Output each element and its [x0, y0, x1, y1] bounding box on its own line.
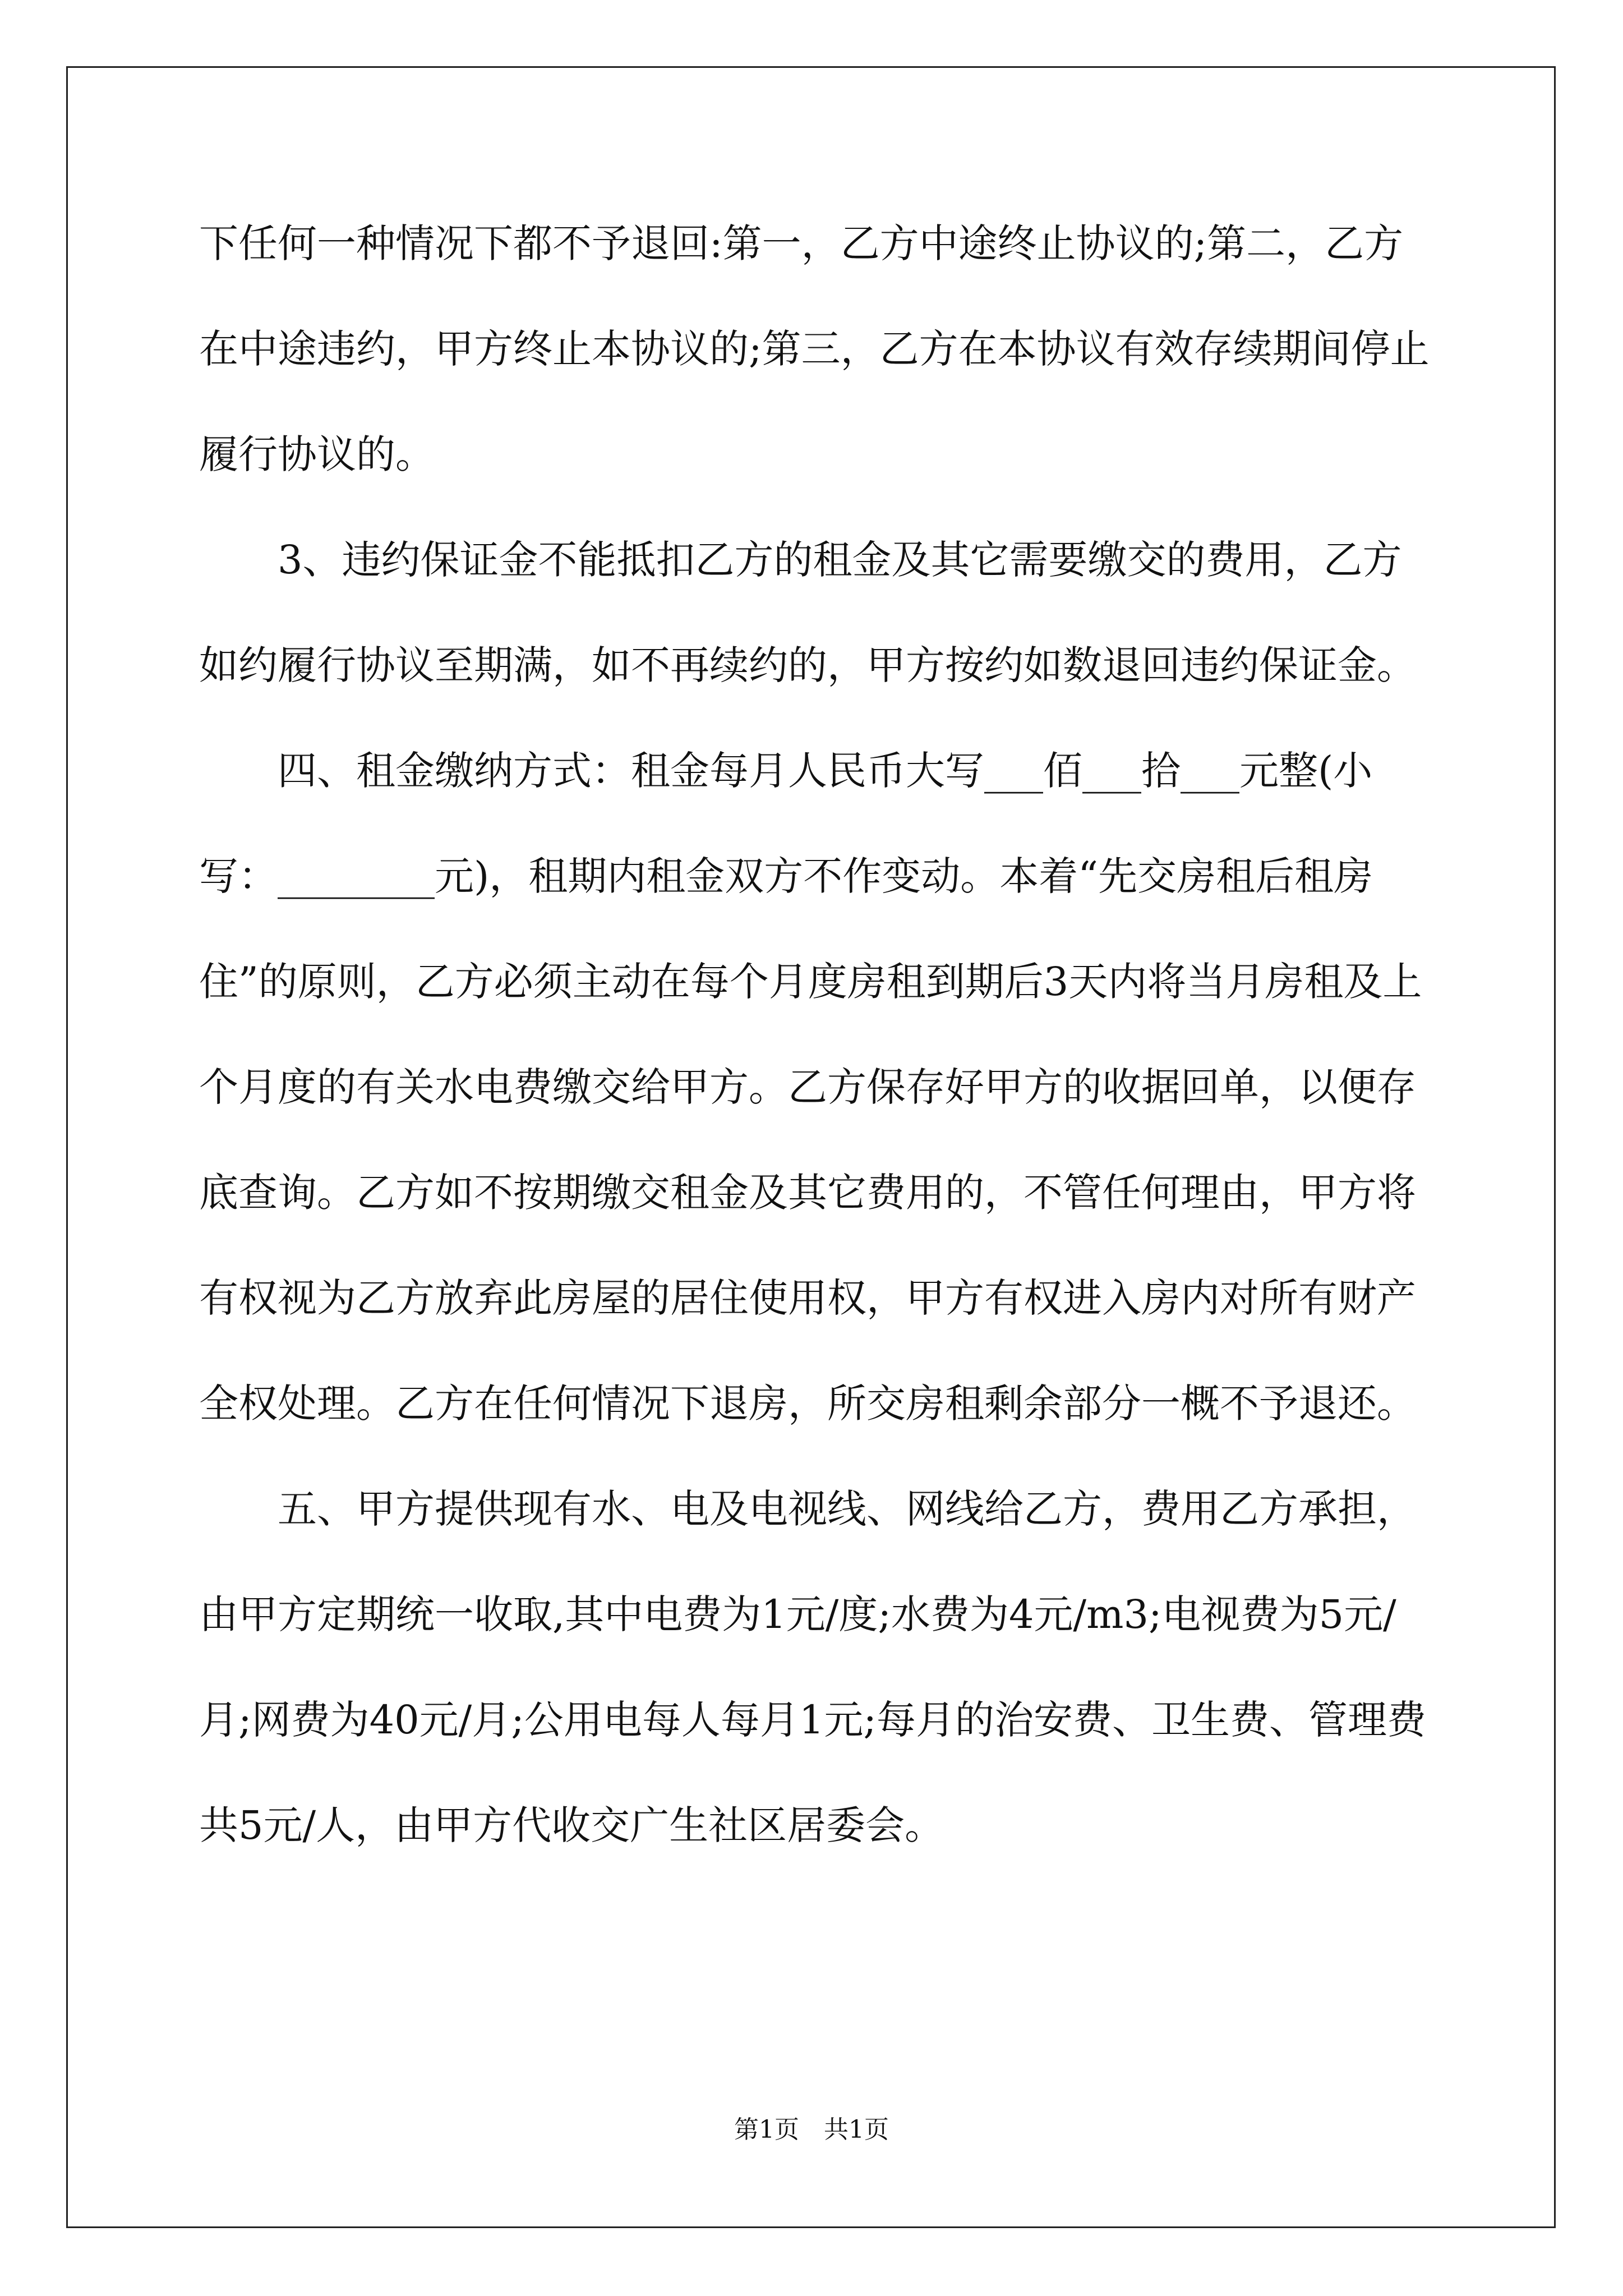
page-footer: 第1页 共1页 [734, 2115, 889, 2144]
paragraph-1: 下任何一种情况下都不予退回:第一，乙方中途终止协议的;第二，乙方在中途违约，甲方终止本协议的;第三，乙方在本协议有效存续期间停止履行协议的。 [199, 220, 1430, 477]
paragraph-2: 3、违约保证金不能抵扣乙方的租金及其它需要缴交的费用，乙方如约履行协议至期满，如不再续约的，甲方按约如数退回违约保证金。 [199, 537, 1416, 688]
paragraph-4: 五、甲方提供现有水、电及电视线、网线给乙方，费用乙方承担，由甲方定期统一收取,其中电费为1元/度;水费为4元/m3;电视费为5元/月;网费为40元/月;公用电每人每月1元;每月的治安费、卫生费、管理费共5元/人，由甲方代收交广生社区居委会。 [199, 1486, 1426, 1848]
document-body [199, 191, 1433, 1878]
paragraph-3: 四、租金缴纳方式：租金每月人民币大写___佰___拾___元整(小写：________元)，租期内租金双方不作变动。本着“先交房租后租房住”的原则，乙方必须主动在每个月度房租到期后3天内将当月房租及上个月度的有关水电费缴交给甲方。乙方保存好甲方的收据回单，以便存底查询。乙方如不按期缴交租金及其它费用的，不管任何理由，甲方将有权视为乙方放弃此房屋的居住使用权，甲方有权进入房内对所有财产全权处理。乙方在任何情况下退房，所交房租剩余部分一概不予退还。 [199, 748, 1422, 1427]
